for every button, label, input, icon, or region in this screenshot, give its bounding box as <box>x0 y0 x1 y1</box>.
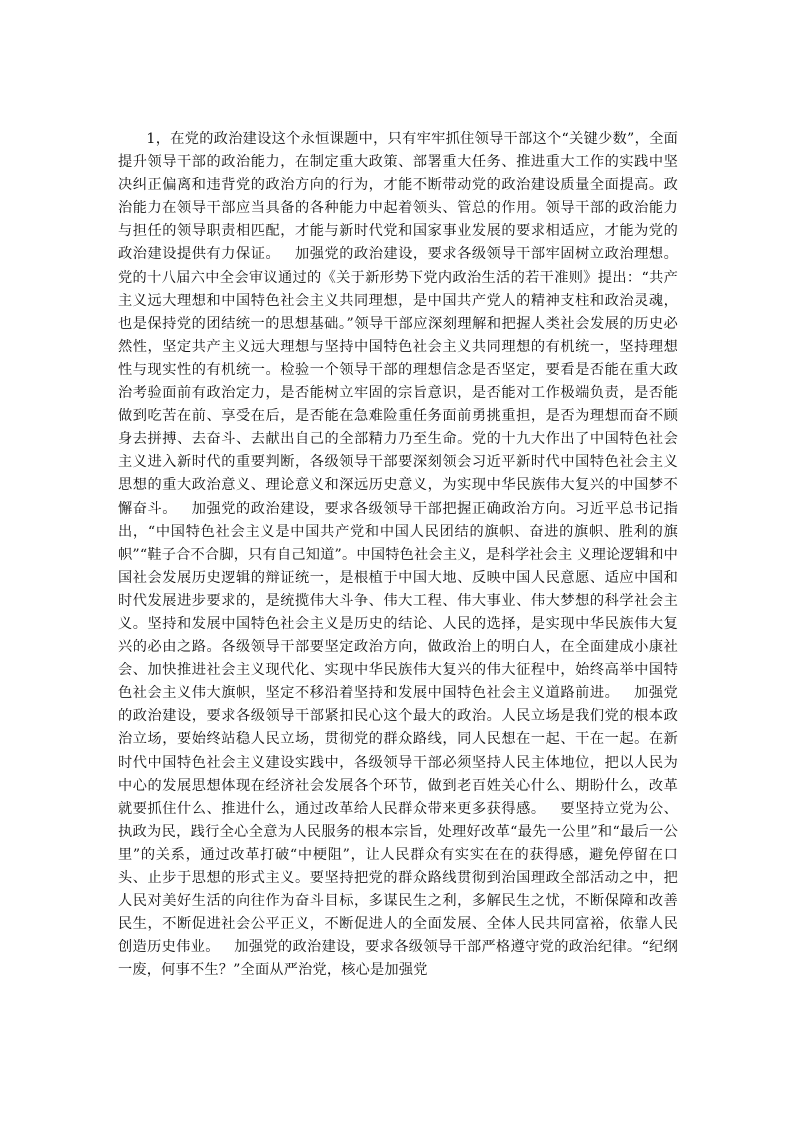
body-paragraph <box>118 128 678 982</box>
paragraph-segment-3: 加强党的政治建设，要求各级领导干部把握正确政治方向。习近平总书记指出，“中国特色社会主义是中国共产党和中国人民团结的旗帜、奋进的旗帜、胜利的旗帜”“鞋子合不合脚，只有自己知道”。中国特色社会主义，是科学社会主 义理论逻辑和中国社会发展历史逻辑的辩证统一，是根植于中国大地、反映中国人民意愿、适应中国和时代发展进步要求的，是统揽伟大斗争、伟大工程、伟大事业、伟大梦想的科学社会主义。坚持和发展中国特色社会主义是历史的结论、人民的选择，是实现中华民族伟大复兴的必由之路。各级领导干部要坚定政治方向，做政治上的明白人，在全面建成小康社会、加快推进社会主义现代化、实现中华民族伟大复兴的伟大征程中，始终高举中国特色社会主义伟大旗帜，坚定不移沿着坚持和发展中国特色社会主义道路前进。 <box>118 500 678 702</box>
paragraph-segment-1: 1，在党的政治建设这个永恒课题中，只有牢牢抓住领导干部这个“关键少数”，全面提升领导干部的政治能力，在制定重大政策、部署重大任务、推进重大工作的实践中坚决纠正偏离和违背党的政治方向的行为，才能不断带动党的政治建设质量全面提高。政治能力在领导干部应当具备的各种能力中起着领头、管总的作用。领导干部的政治能力与担任的领导职责相匹配，才能与新时代党和国家事业发展的要求相适应，才能为党的政治建设提供有力保证。 <box>118 131 678 263</box>
paragraph-segment-2: 加强党的政治建设，要求各级领导干部牢固树立政治理想。党的十八届六中全会审议通过的《关于新形势下党内政治生活的若干准则》提出：“共产主义远大理想和中国特色社会主义共同理想，是中国共产党人的精神支柱和政治灵魂，也是保持党的团结统一的思想基础。”领导干部应深刻理解和把握人类社会发展的历史必然性，坚定共产主义远大理想与坚持中国特色社会主义共同理想的有机统一，坚持理想性与现实性的有机统一。检验一个领导干部的理想信念是否坚定，要看是否能在重大政治考验面前有政治定力，是否能树立牢固的宗旨意识，是否能对工作极端负责，是否能做到吃苦在前、享受在后，是否能在急难险重任务面前勇挑重担，是否为理想而奋不顾身去拼搏、去奋斗、去献出自己的全部精力乃至生命。党的十九大作出了中国特色社会主义进入新时代的重要判断，各级领导干部要深刻领会习近平新时代中国特色社会主义思想的重大政治意义、理论意义和深远历史意义，为实现中华民族伟大复兴的中国梦不懈奋斗。 <box>118 246 679 517</box>
paragraph-segment-4: 加强党的政治建设，要求各级领导干部紧扣民心这个最大的政治。人民立场是我们党的根本政治立场，要始终站稳人民立场，贯彻党的群众路线，同人民想在一起、干在一起。在新时代中国特色社会主义建设实践中，各级领导干部必须坚持人民主体地位，把以人民为中心的发展思想体现在经济社会发展各个环节，做到老百姓关心什么、期盼什么，改革就要抓住什么、推进什么，通过改革给人民群众带来更多获得感。 <box>118 685 678 817</box>
paragraph-segment-5: 要坚持立党为公、执政为民，践行全心全意为人民服务的根本宗旨，处理好改革“最先一公里”和“最后一公里”的关系，通过改革打破“中梗阻”，让人民群众有实实在在的获得感，避免停留在口头、止步于思想的形式主义。要坚持把党的群众路线贯彻到治国理政全部活动之中，把人民对美好生活的向往作为奋斗目标，多谋民生之利，多解民生之忧，不断保障和改善民生，不断促进社会公平正义，不断促进人的全面发展、全体人民共同富裕，依靠人民创造历史伟业。 <box>118 800 678 956</box>
document-page <box>118 128 678 982</box>
paragraph-segment-6: 加强党的政治建设，要求各级领导干部严格遵守党的政治纪律。“纪纲一废，何事不生？”全面从严治党，核心是加强党 <box>118 939 678 979</box>
